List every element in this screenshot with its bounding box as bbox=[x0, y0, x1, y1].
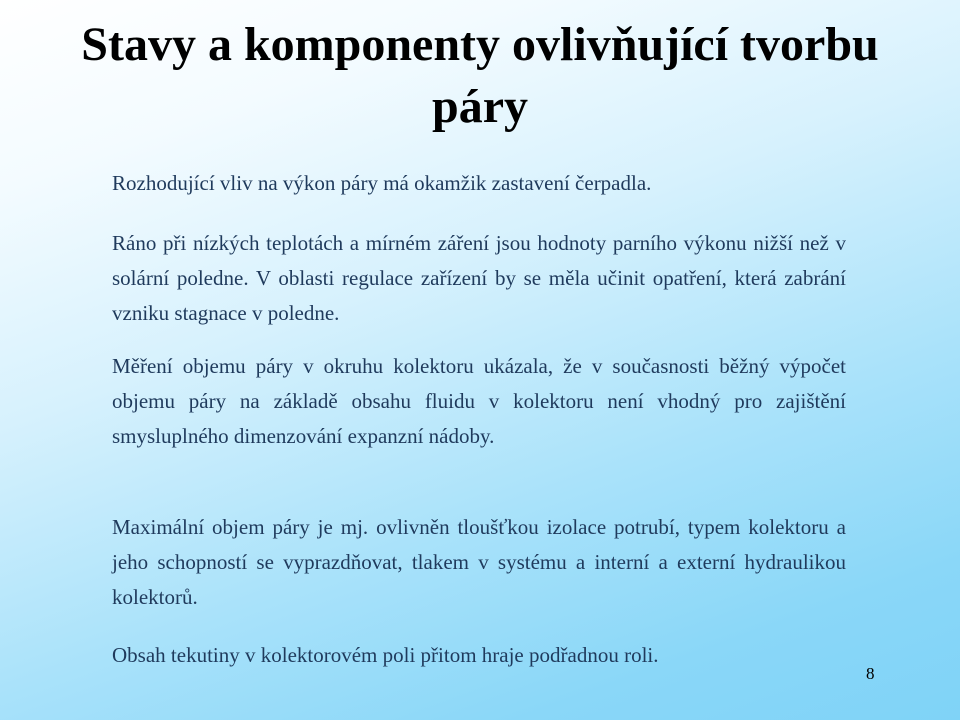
paragraph-steam-volume-measurement: Měření objemu páry v okruhu kolektoru ukázala, že v současnosti běžný výpočet objemu páry na základě obsahu fluidu v kolektoru není vhodný pro zajištění smysluplného dimenzování expanzní nádoby. bbox=[112, 354, 846, 448]
slide-title: Stavy a komponenty ovlivňující tvorbu páry bbox=[81, 18, 879, 133]
paragraph-max-steam-volume: Maximální objem páry je mj. ovlivněn tloušťkou izolace potrubí, typem kolektoru a jeho schopností se vyprazdňovat, tlakem v systému a interní a externí hydraulikou kolektorů. bbox=[112, 515, 846, 609]
paragraph-pump-stop: Rozhodující vliv na výkon páry má okamžik zastavení čerpadla. bbox=[112, 171, 652, 195]
paragraph-fluid-content: Obsah tekutiny v kolektorovém poli přitom hraje podřadnou roli. bbox=[112, 643, 659, 667]
paragraph-morning-output: Ráno při nízkých teplotách a mírném záření jsou hodnoty parního výkonu nižší než v solární poledne. V oblasti regulace zařízení by se měla učinit opatření, která zabrání vzniku stagnace v poledne. bbox=[112, 231, 846, 325]
slide-number: 8 bbox=[866, 664, 875, 683]
